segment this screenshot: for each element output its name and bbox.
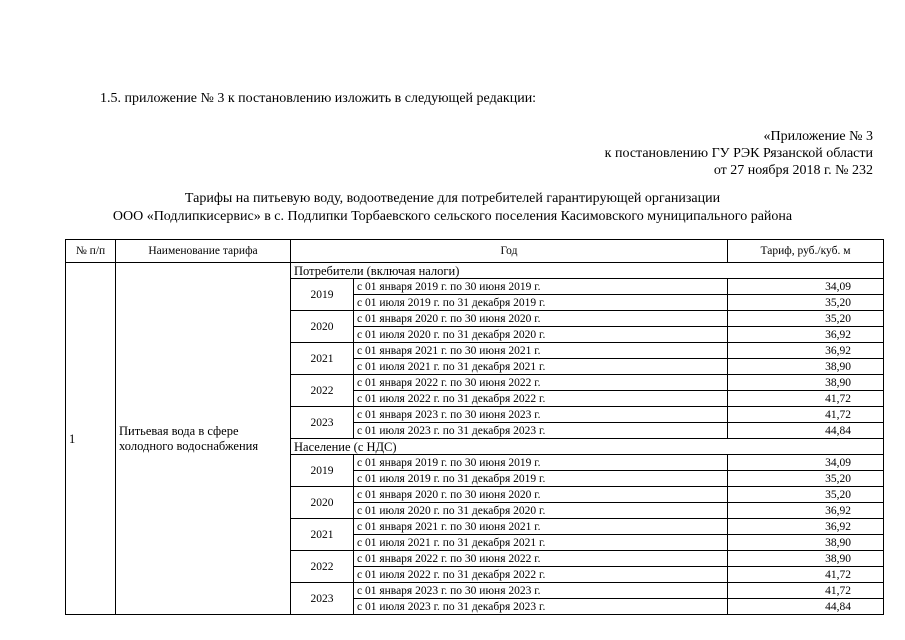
title-line-1: Тарифы на питьевую воду, водоотведение для потребителей гарантирующей организации (184, 191, 721, 206)
year-cell: 2023 (291, 407, 354, 439)
period-cell: с 01 июля 2021 г. по 31 декабря 2021 г. (354, 535, 728, 551)
appendix-line-2: к постановлению ГУ РЭК Рязанской области (604, 146, 873, 161)
period-cell: с 01 января 2020 г. по 30 июня 2020 г. (354, 487, 728, 503)
tariff-value-cell: 34,09 (728, 455, 884, 471)
tariff-value-cell: 36,92 (728, 343, 884, 359)
year-cell: 2019 (291, 279, 354, 311)
period-cell: с 01 января 2021 г. по 30 июня 2021 г. (354, 343, 728, 359)
period-cell: с 01 января 2022 г. по 30 июня 2022 г. (354, 551, 728, 567)
tariff-value-cell: 41,72 (728, 391, 884, 407)
period-cell: с 01 января 2019 г. по 30 июня 2019 г. (354, 455, 728, 471)
year-cell: 2021 (291, 519, 354, 551)
tariff-value-cell: 41,72 (728, 583, 884, 599)
tariff-value-cell: 38,90 (728, 551, 884, 567)
period-cell: с 01 июля 2019 г. по 31 декабря 2019 г. (354, 295, 728, 311)
tariff-value-cell: 41,72 (728, 407, 884, 423)
year-cell: 2022 (291, 551, 354, 583)
year-cell: 2021 (291, 343, 354, 375)
group-row (66, 263, 884, 279)
period-cell: с 01 июля 2023 г. по 31 декабря 2023 г. (354, 599, 728, 615)
tariff-value-cell: 44,84 (728, 599, 884, 615)
document-title (0, 190, 905, 226)
period-cell: с 01 июля 2019 г. по 31 декабря 2019 г. (354, 471, 728, 487)
period-cell: с 01 января 2022 г. по 30 июня 2022 г. (354, 375, 728, 391)
tariff-value-cell: 35,20 (728, 487, 884, 503)
tariff-value-cell: 36,92 (728, 519, 884, 535)
table-body (66, 263, 884, 615)
tariff-value-cell: 34,09 (728, 279, 884, 295)
intro-paragraph: 1.5. приложение № 3 к постановлению изложить в следующей редакции: (100, 91, 537, 106)
period-cell: с 01 января 2019 г. по 30 июня 2019 г. (354, 279, 728, 295)
tariff-value-cell: 35,20 (728, 295, 884, 311)
table-header-row (66, 240, 884, 263)
year-cell: 2023 (291, 583, 354, 615)
tariff-value-cell: 35,20 (728, 311, 884, 327)
tariff-value-cell: 35,20 (728, 471, 884, 487)
group-label: Потребители (включая налоги) (291, 263, 884, 279)
group-label: Население (с НДС) (291, 439, 884, 455)
tariff-value-cell: 36,92 (728, 503, 884, 519)
period-cell: с 01 января 2023 г. по 30 июня 2023 г. (354, 583, 728, 599)
year-cell: 2022 (291, 375, 354, 407)
period-cell: с 01 июля 2023 г. по 31 декабря 2023 г. (354, 423, 728, 439)
header-tariff-name: Наименование тарифа (116, 240, 291, 263)
row-number: 1 (66, 263, 116, 615)
period-cell: с 01 января 2023 г. по 30 июня 2023 г. (354, 407, 728, 423)
period-cell: с 01 июля 2021 г. по 31 декабря 2021 г. (354, 359, 728, 375)
year-cell: 2020 (291, 487, 354, 519)
period-cell: с 01 июля 2020 г. по 31 декабря 2020 г. (354, 327, 728, 343)
tariff-value-cell: 36,92 (728, 327, 884, 343)
tariff-value-cell: 44,84 (728, 423, 884, 439)
appendix-header (605, 128, 873, 179)
tariff-value-cell: 41,72 (728, 567, 884, 583)
tariff-table (65, 239, 884, 615)
period-cell: с 01 января 2021 г. по 30 июня 2021 г. (354, 519, 728, 535)
header-year: Год (291, 240, 728, 263)
year-cell: 2020 (291, 311, 354, 343)
tariff-name: Питьевая вода в сфере холодного водоснабжения (116, 263, 291, 615)
title-line-2: ООО «Подлипкисервис» в с. Подлипки Торбаевского сельского поселения Касимовского муниципального района (112, 209, 793, 224)
header-number: № п/п (66, 240, 116, 263)
tariff-value-cell: 38,90 (728, 359, 884, 375)
tariff-value-cell: 38,90 (728, 375, 884, 391)
appendix-line-3: от 27 ноября 2018 г. № 232 (713, 163, 873, 178)
period-cell: с 01 января 2020 г. по 30 июня 2020 г. (354, 311, 728, 327)
appendix-line-1: «Приложение № 3 (763, 129, 873, 144)
header-tariff-value: Тариф, руб./куб. м (728, 240, 884, 263)
year-cell: 2019 (291, 455, 354, 487)
tariff-value-cell: 38,90 (728, 535, 884, 551)
period-cell: с 01 июля 2022 г. по 31 декабря 2022 г. (354, 391, 728, 407)
period-cell: с 01 июля 2022 г. по 31 декабря 2022 г. (354, 567, 728, 583)
period-cell: с 01 июля 2020 г. по 31 декабря 2020 г. (354, 503, 728, 519)
